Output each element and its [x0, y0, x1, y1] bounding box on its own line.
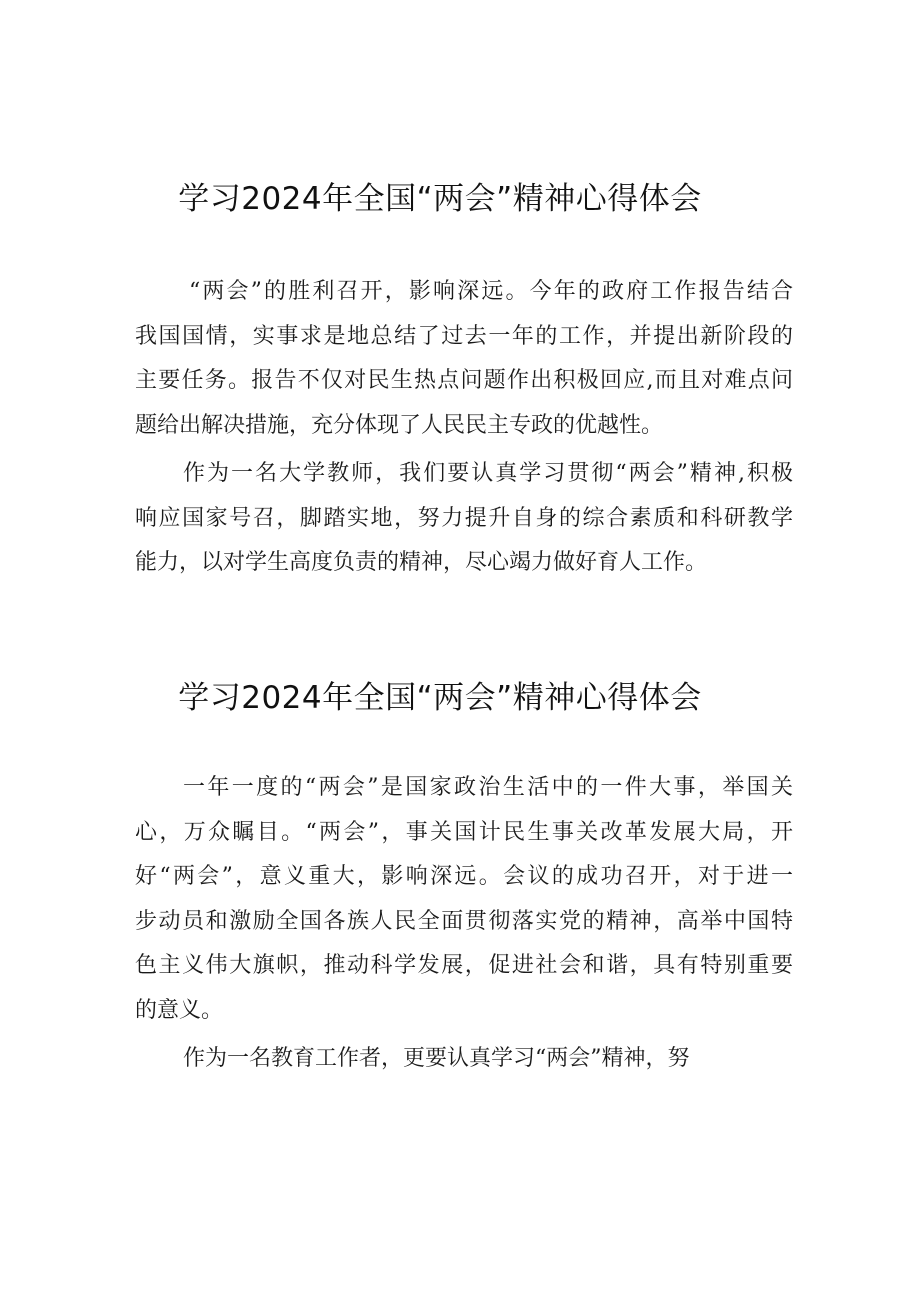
section-title: 学习2024年全国“两会”精神心得体会: [178, 680, 702, 716]
text-line: “两会”的胜利召开，影响深远。今年的政府工作报告结合: [189, 279, 793, 304]
text-line: 作为一名教育工作者，更要认真学习“两会”精神，努: [183, 1046, 690, 1071]
text-line: 主要任务。报告不仅对民生热点问题作出积极回应,而且对难点问: [135, 368, 793, 393]
paragraph: [135, 270, 793, 448]
text-line: 的意义。: [135, 997, 224, 1023]
text-line: 心，万众瞩目。“两会”，事关国计民生事关改革发展大局，开: [135, 819, 793, 845]
section-body: [135, 270, 793, 590]
text-line: 我国国情，实事求是地总结了过去一年的工作，并提出新阶段的: [135, 323, 793, 349]
text-line: 作为一名大学教师，我们要认真学习贯彻“两会”精神,积极: [183, 461, 793, 486]
text-line: 能力，以对学生高度负责的精神，尽心竭力做好育人工作。: [135, 550, 708, 575]
text-line: 响应国家号召，脚踏实地，努力提升自身的综合素质和科研教学: [135, 505, 793, 531]
paragraph: [135, 452, 793, 586]
paragraph: [135, 1037, 793, 1082]
text-line: 色主义伟大旗帜，推动科学发展，促进社会和谐，具有特别重要: [135, 953, 793, 978]
paragraph: [135, 766, 793, 1033]
section-title: 学习2024年全国“两会”精神心得体会: [178, 181, 702, 217]
section-body: [135, 766, 793, 1086]
text-line: 步动员和激励全国各族人民全面贯彻落实党的精神，高举中国特: [135, 908, 793, 934]
text-line: 好“两会”，意义重大，影响深远。会议的成功召开，对于进一: [135, 864, 793, 889]
text-line: 一年一度的“两会”是国家政治生活中的一件大事，举国关: [183, 775, 793, 800]
text-line: 题给出解决措施，充分体现了人民民主专政的优越性。: [135, 412, 664, 438]
